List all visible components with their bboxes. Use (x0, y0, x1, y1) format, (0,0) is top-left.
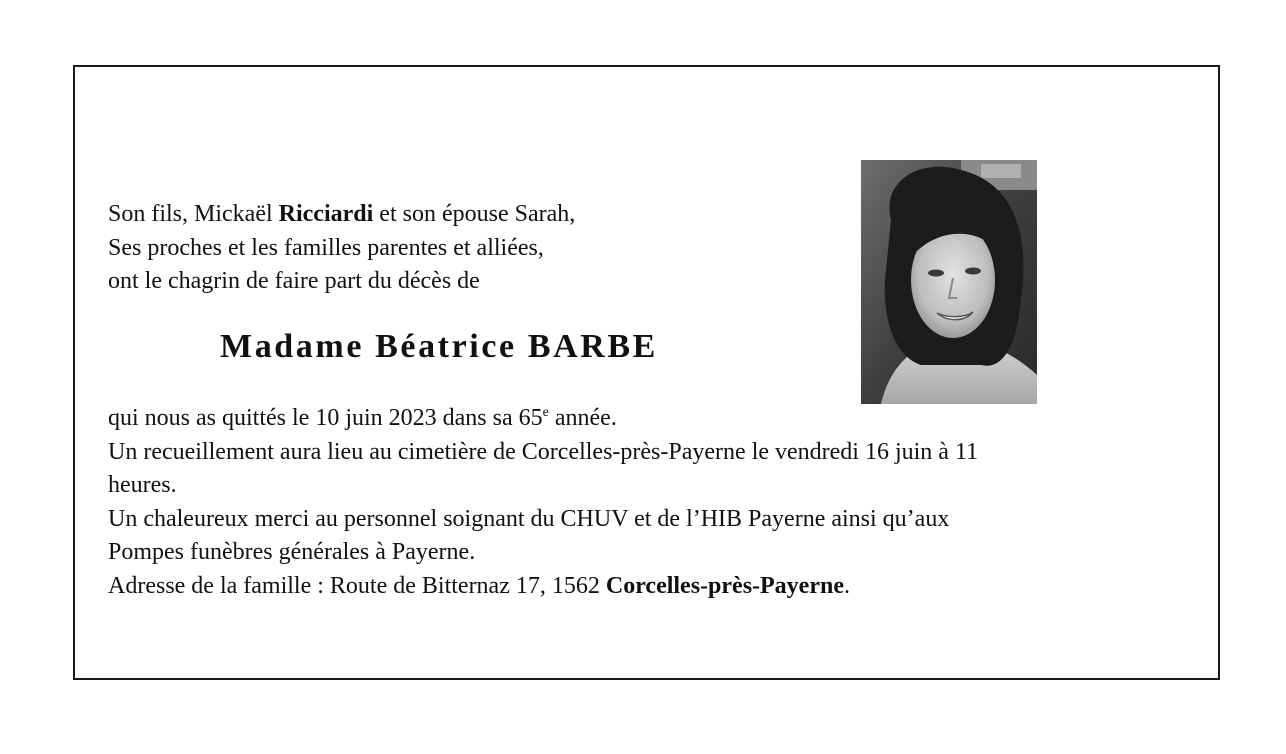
ordinal-suffix: e (542, 405, 549, 420)
details-line-4: Un chaleureux merci au personnel soignant du CHUV et de l’HIB Payerne ainsi qu’aux (108, 505, 950, 532)
intro-line-1-start: Son fils, Mickaël (108, 201, 279, 227)
family-address: Adresse de la famille : Route de Bitternaz 17, 1562 (108, 572, 606, 599)
intro-line-2: Ses proches et les familles parentes et alliées, (108, 234, 544, 261)
details-line-5: Pompes funèbres générales à Payerne. (108, 539, 476, 565)
intro-line-3: ont le chagrin de faire part du décès de (108, 268, 480, 294)
portrait-photo (861, 160, 1037, 404)
details-line-3: heures. (108, 472, 177, 498)
details-line-6 (108, 570, 978, 604)
family-address-town: Corcelles-près-Payerne (605, 572, 844, 599)
details-line-1 (108, 402, 978, 436)
details-line-1-start: qui nous as quittés le 10 juin 2023 dans sa 65 (108, 405, 543, 431)
deceased-name: Madame Béatrice BARBE (220, 328, 658, 365)
son-surname: Ricciardi (278, 201, 374, 227)
intro-line-1-end: et son épouse Sarah, (373, 201, 576, 227)
details-line-1-end: année. (548, 405, 617, 431)
family-address-end: . (843, 572, 850, 599)
intro-line-1 (108, 198, 575, 232)
intro-paragraph (108, 198, 575, 299)
details-line-2: Un recueillement aura lieu au cimetière de Corcelles-près-Payerne le vendredi 16 juin à 11 (108, 438, 979, 465)
details-paragraph (108, 402, 978, 603)
